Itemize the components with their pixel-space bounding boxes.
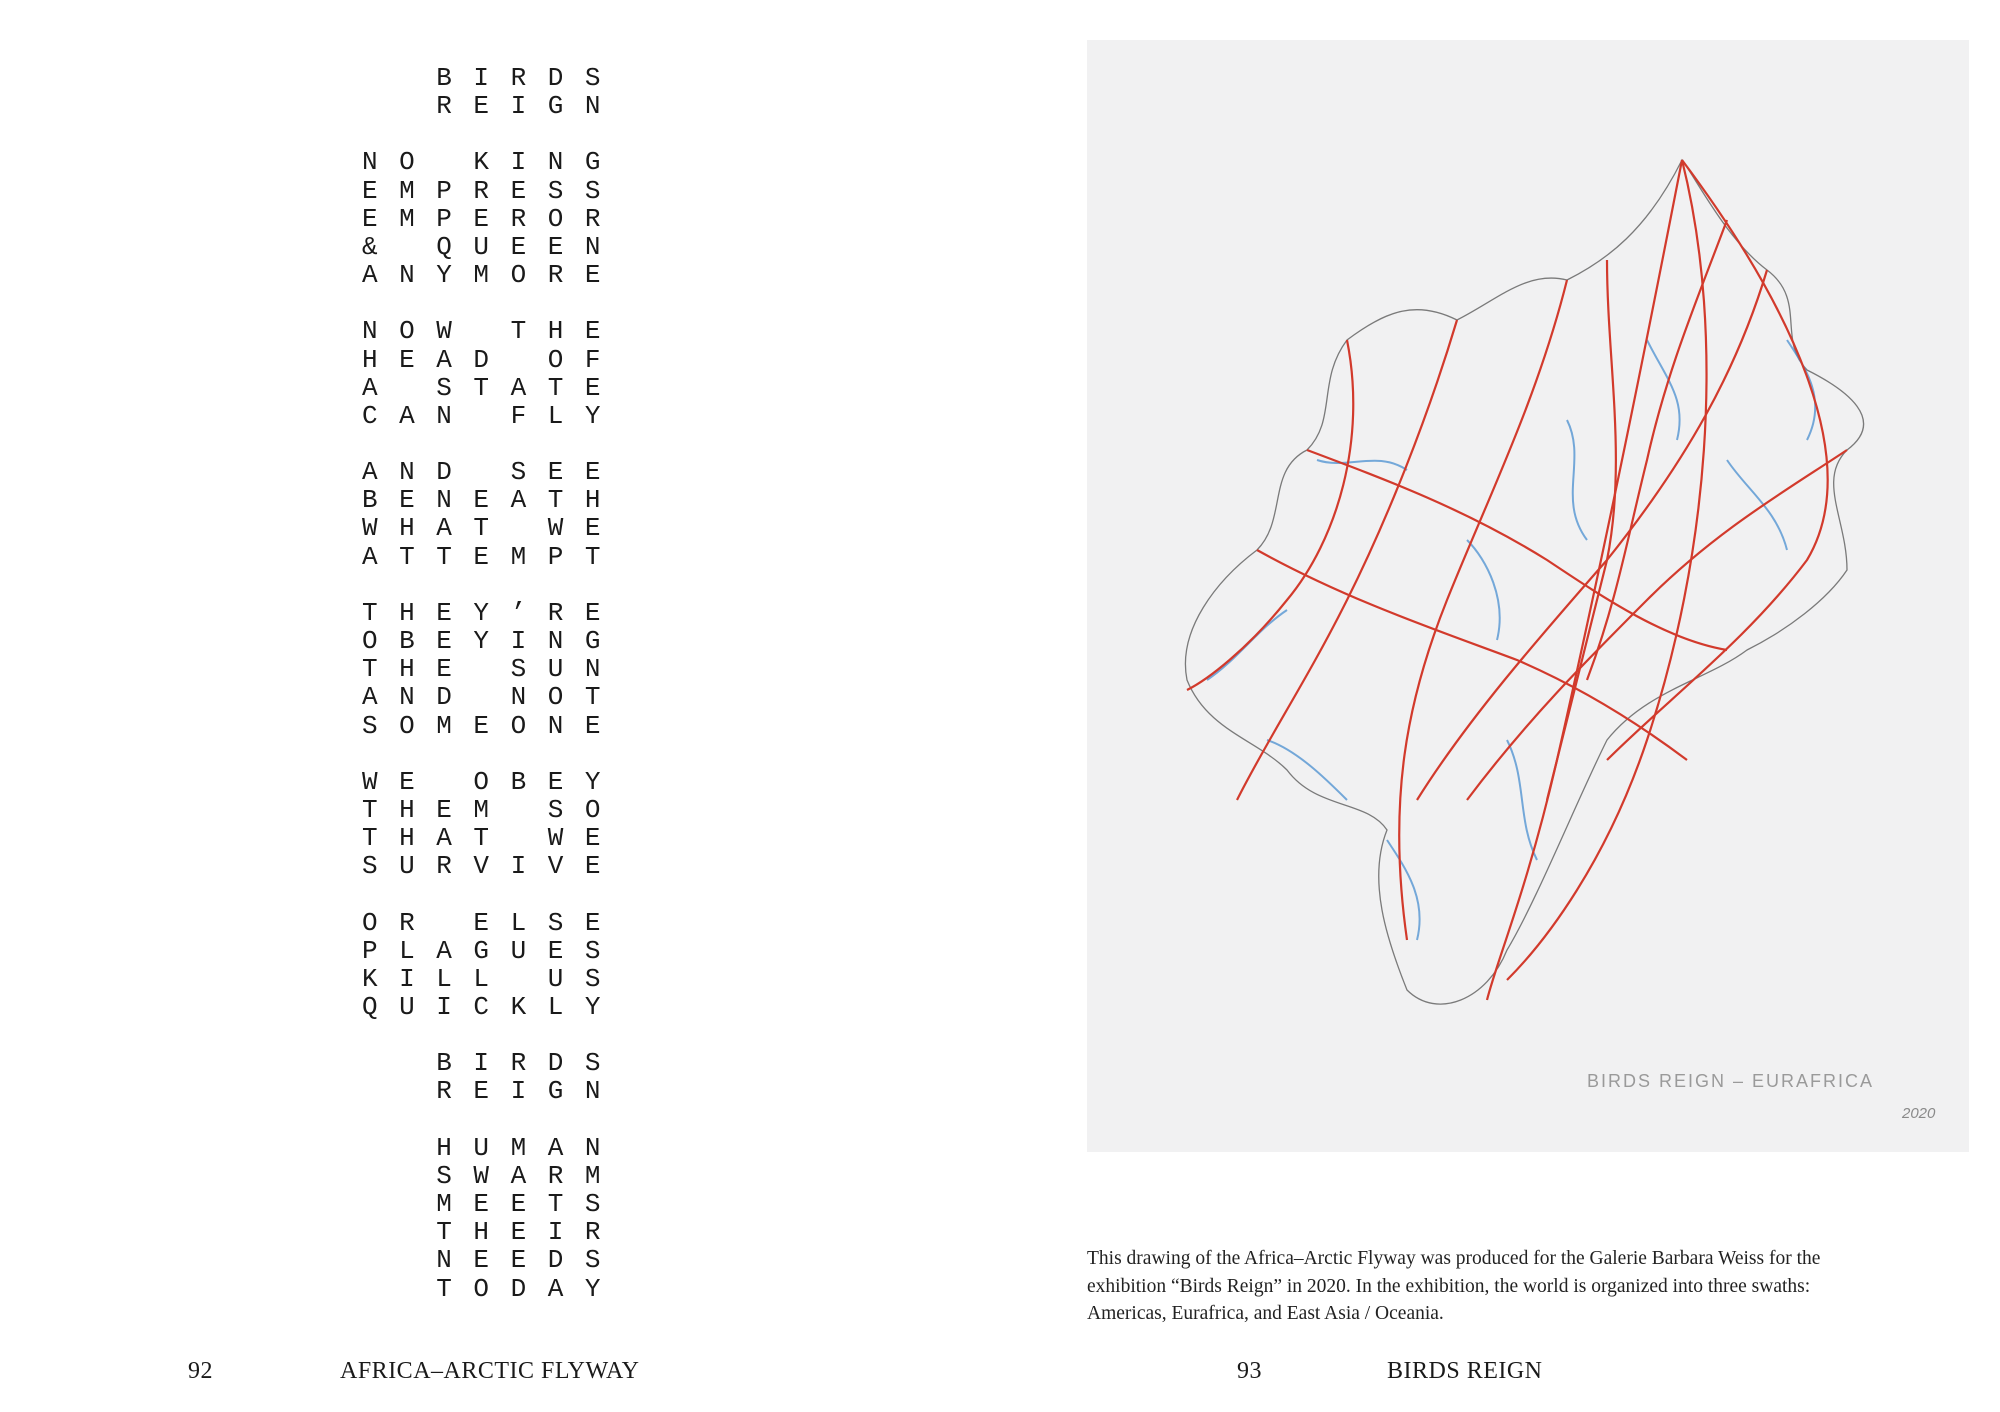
- poem-stanza: [362, 1049, 622, 1105]
- poem-line: B I R D S: [436, 63, 601, 93]
- poem-stanza: [362, 317, 622, 430]
- poem-line: T H E M S O: [362, 794, 601, 825]
- poem-line: Q U I C K L Y: [362, 992, 601, 1023]
- poem-line: A S T A T E: [362, 372, 601, 403]
- poem-line: S W A R M: [436, 1160, 601, 1191]
- poem-line: H E A D O F: [362, 344, 601, 375]
- poem-stanza: [362, 768, 622, 881]
- poem-line: B I R D S: [436, 1048, 601, 1079]
- running-title-left: AFRICA–ARCTIC FLYWAY: [340, 1358, 640, 1384]
- poem-line: & Q U E E N: [362, 231, 601, 262]
- running-title-right: BIRDS REIGN: [1387, 1358, 1543, 1384]
- poem-line: R E I G N: [436, 1076, 601, 1107]
- poem-line: W E O B E Y: [362, 766, 601, 797]
- poem-line: O R E L S E: [362, 907, 601, 938]
- poem-line: N O W T H E: [362, 316, 601, 347]
- poem-line: E M P E R O R: [362, 203, 601, 234]
- poem-line: T H E S U N: [362, 654, 601, 685]
- poem-stanza: [362, 599, 622, 740]
- artwork-signature: 2020: [1902, 1105, 1936, 1122]
- blue-water-marks: [1207, 340, 1815, 940]
- poem-line: T O D A Y: [436, 1273, 601, 1304]
- poem-line: S O M E O N E: [362, 710, 601, 741]
- image-caption: This drawing of the Africa–Arctic Flyway was produced for the Galerie Barbara Weiss for the exhibition “Birds Reign” in 2020. In the exhibition, the world is organized into three swaths: Americas, Eurafrica, and East Asia / Oceania.: [1087, 1248, 1821, 1324]
- poem-line: R E I G N: [436, 91, 601, 122]
- poem-line: S U R V I V E: [362, 851, 601, 882]
- poem-line: A N Y M O R E: [362, 260, 601, 291]
- flyway-drawing-svg: [1087, 40, 1969, 1152]
- poem-line: N O K I N G: [362, 147, 601, 178]
- poem-line: H U M A N: [436, 1132, 601, 1163]
- poem-stanza: [362, 64, 622, 120]
- poem-line: A N D N O T: [362, 682, 601, 713]
- poem-line: T H E I R: [436, 1217, 601, 1248]
- poem-line: A T T E M P T: [362, 541, 601, 572]
- poem-line: B E N E A T H: [362, 485, 601, 516]
- poem-line: T H E Y ’ R E: [362, 597, 601, 628]
- poem-line: O B E Y I N G: [362, 626, 601, 656]
- poem-line: M E E T S: [436, 1189, 601, 1219]
- page-number-left: 92: [188, 1358, 213, 1384]
- concrete-poem: [362, 64, 622, 1331]
- poem-line: C A N F L Y: [362, 400, 601, 431]
- poem-line: P L A G U E S: [362, 935, 601, 966]
- poem-line: N E E D S: [436, 1245, 601, 1276]
- poem-stanza: [362, 458, 622, 571]
- poem-stanza: [362, 148, 622, 289]
- page-number-right: 93: [1237, 1358, 1262, 1384]
- poem-stanza: [362, 909, 622, 1022]
- poem-stanza: [362, 1134, 622, 1303]
- poem-line: E M P R E S S: [362, 175, 601, 206]
- poem-line: K I L L U S: [362, 963, 601, 994]
- poem-line: A N D S E E: [362, 457, 601, 488]
- artwork-inscription-title: BIRDS REIGN – EURAFRICA: [1587, 1071, 1875, 1091]
- poem-line: W H A T W E: [362, 513, 601, 544]
- poem-line: T H A T W E: [362, 823, 601, 854]
- flyway-drawing: [1087, 40, 1969, 1152]
